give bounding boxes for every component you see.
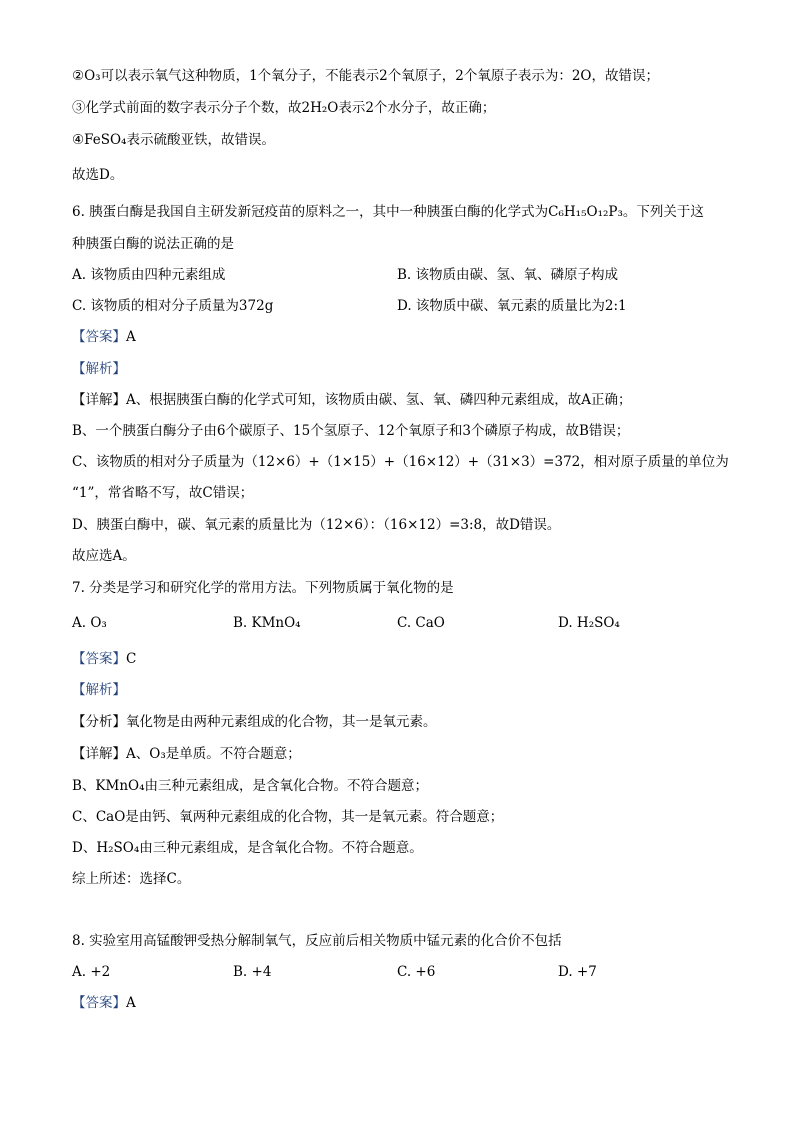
q7-conclusion: 综上所述：选择C。: [72, 871, 191, 887]
q6-detail-2: B、一个胰蛋白酶分子由6个碳原子、15个氢原子、12个氧原子和3个磷原子构成，故B错误；: [72, 423, 630, 439]
q8-answer: [72, 994, 136, 1012]
q6-option-b: B. 该物质由碳、氢、氧、磷原子构成: [397, 267, 619, 283]
q7-analysis-tag: 【解析】: [72, 682, 126, 698]
detail-text: A、O₃是单质。不符合题意；: [126, 746, 301, 762]
q7-detail-2: B、KMnO₄由三种元素组成，是含氧化合物。不符合题意；: [72, 778, 429, 794]
q7-option-b: B. KMnO₄: [233, 615, 301, 631]
detail-text: A、根据胰蛋白酶的化学式可知，该物质由碳、氢、氧、磷四种元素组成，故A正确；: [126, 392, 632, 408]
question-8-stem: 8. 实验室用高锰酸钾受热分解制氧气，反应前后相关物质中锰元素的化合价不包括: [72, 933, 562, 949]
q7-option-c: C. CaO: [397, 615, 445, 631]
text-line: ③化学式前面的数字表示分子个数，故2H₂O表示2个水分子，故正确；: [72, 100, 496, 116]
q6-answer: [72, 328, 136, 346]
q7-answer: [72, 650, 136, 668]
q6-detail-3: C、该物质的相对分子质量为（12×6）+（1×15）+（16×12）+（31×3）=372，相对原子质量的单位为: [72, 454, 729, 470]
fenxi-tag: 【分析】: [72, 714, 126, 730]
q8-option-b: B. +4: [233, 964, 272, 980]
q7-detail-1: [72, 745, 301, 763]
question-6-stem-cont: 种胰蛋白酶的说法正确的是: [72, 236, 234, 252]
q6-analysis-tag: 【解析】: [72, 361, 126, 377]
detail-tag: 【详解】: [72, 746, 126, 762]
q7-option-a: A. O₃: [72, 615, 107, 631]
answer-tag: 【答案】: [72, 995, 126, 1011]
question-7-stem: 7. 分类是学习和研究化学的常用方法。下列物质属于氧化物的是: [72, 580, 454, 596]
text-line: ④FeSO₄表示硫酸亚铁，故错误。: [72, 132, 275, 148]
q7-detail-4: D、H₂SO₄由三种元素组成，是含氧化合物。不符合题意。: [72, 840, 423, 856]
q6-detail-1: [72, 391, 632, 409]
answer-tag: 【答案】: [72, 329, 126, 345]
answer-value: A: [126, 329, 136, 345]
answer-value: C: [126, 651, 137, 667]
q7-detail-3: C、CaO是由钙、氧两种元素组成的化合物，其一是氧元素。符合题意；: [72, 809, 504, 825]
q6-option-d: D. 该物质中碳、氧元素的质量比为2:1: [397, 298, 627, 314]
q6-conclusion: 故应选A。: [72, 548, 136, 564]
q8-option-a: A. +2: [72, 964, 111, 980]
answer-tag: 【答案】: [72, 651, 126, 667]
q6-option-c: C. 该物质的相对分子质量为372g: [72, 298, 274, 314]
fenxi-text: 氧化物是由两种元素组成的化合物，其一是氧元素。: [126, 714, 437, 730]
q6-detail-5: D、胰蛋白酶中，碳、氧元素的质量比为（12×6）：（16×12）=3:8，故D错误。: [72, 517, 561, 533]
q7-fenxi: [72, 713, 437, 731]
q8-option-d: D. +7: [558, 964, 597, 980]
detail-tag: 【详解】: [72, 392, 126, 408]
answer-value: A: [126, 995, 136, 1011]
q6-detail-4: “1”，常省略不写，故C错误；: [72, 485, 254, 501]
question-6-stem: 6. 胰蛋白酶是我国自主研发新冠疫苗的原料之一，其中一种胰蛋白酶的化学式为C₆H₁₅O₁₂P₃。下列关于这: [72, 204, 704, 220]
q6-option-a: A. 该物质由四种元素组成: [72, 267, 226, 283]
q7-option-d: D. H₂SO₄: [558, 615, 620, 631]
q8-option-c: C. +6: [397, 964, 436, 980]
text-line: ②O₃可以表示氧气这种物质，1个氧分子，不能表示2个氧原子，2个氧原子表示为：2O，故错误；: [72, 68, 660, 84]
text-line: 故选D。: [72, 167, 124, 183]
